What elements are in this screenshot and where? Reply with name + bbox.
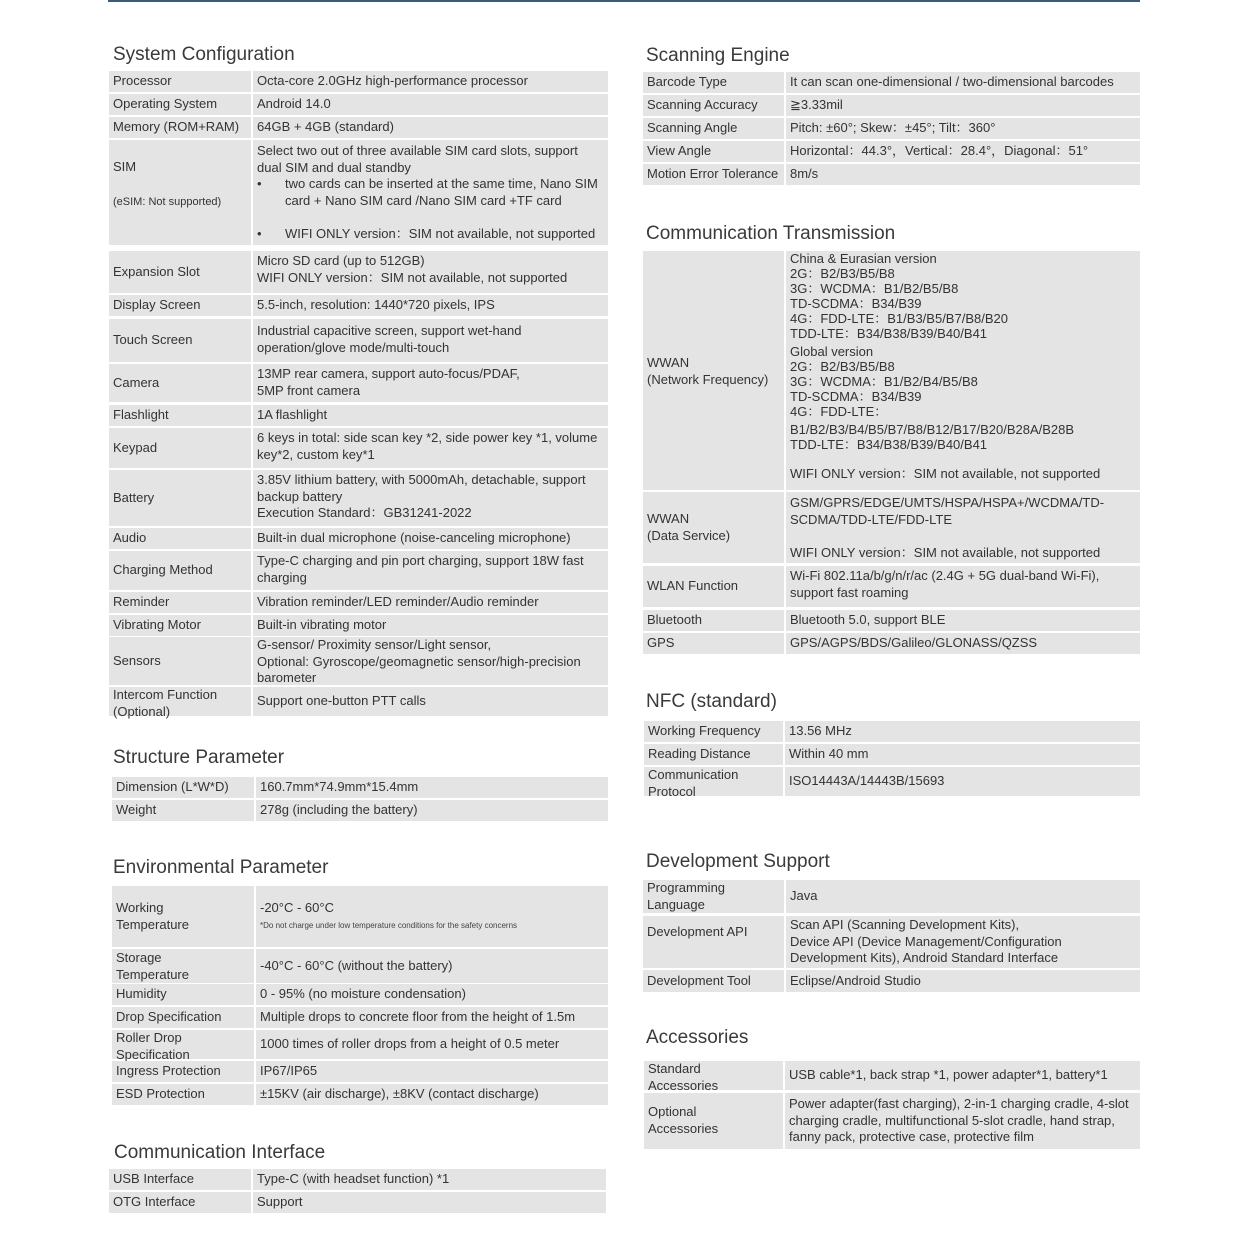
spec-value-line: barometer — [257, 670, 317, 685]
spec-label: Processor — [109, 71, 251, 92]
spec-label: WLAN Function — [643, 566, 784, 607]
scanning-title: Scanning Engine — [646, 45, 790, 66]
spec-label-cell — [112, 1030, 254, 1062]
spec-row-sim — [109, 140, 608, 245]
spec-label: Scanning Angle — [643, 118, 784, 139]
spec-row-usb — [109, 1169, 606, 1190]
spec-label: Weight — [112, 800, 254, 821]
spec-value: Within 40 mm — [785, 744, 1140, 765]
spec-value: 13.56 MHz — [785, 721, 1140, 742]
spec-value: 8m/s — [786, 164, 1140, 185]
spec-value: Eclipse/Android Studio — [786, 970, 1140, 992]
spec-row-weight — [112, 800, 608, 821]
spec-row-drop — [112, 1007, 608, 1028]
spec-value: Android 14.0 — [253, 94, 608, 115]
sim-bullet-line: card + Nano SIM card /Nano SIM card +TF card — [285, 192, 562, 208]
spec-label: Reminder — [109, 592, 251, 613]
spec-value-line: 5MP front camera — [257, 382, 361, 398]
spec-value-cell — [253, 364, 608, 402]
spec-value-line: backup battery — [257, 488, 343, 504]
spec-label-cell — [643, 492, 784, 563]
wifi-only-note: WIFI ONLY version：SIM not available, not supported — [790, 466, 1101, 482]
spec-value-cell — [785, 1093, 1140, 1149]
spec-row-motion — [643, 164, 1140, 185]
spec-value-cell — [253, 428, 608, 468]
spec-label-line: Temperature — [116, 916, 189, 932]
sim-bullet — [257, 176, 604, 209]
spec-value: Built-in dual microphone (noise-canceling microphone) — [253, 528, 608, 549]
spec-value: 0 - 95% (no moisture condensation) — [256, 984, 608, 1005]
spec-row-optional-accessories — [644, 1093, 1140, 1149]
spec-label: Keypad — [109, 428, 251, 468]
spec-row-wlan — [643, 566, 1140, 607]
sim-bullet-text — [285, 176, 598, 209]
spec-value-line: fanny pack, protective case, protective film — [789, 1129, 1034, 1144]
spec-label-line: (Optional) — [113, 703, 171, 719]
comm-title: Communication Transmission — [646, 223, 896, 244]
spec-row-touch — [109, 319, 608, 362]
spec-row-sensors — [109, 637, 608, 685]
spec-label: Development Tool — [643, 970, 784, 992]
spec-value-line: 6 keys in total: side scan key *2, side power key *1, volume — [257, 430, 598, 445]
spec-row-dimension — [112, 777, 608, 798]
spec-label: Scanning Accuracy — [643, 95, 784, 116]
spec-label: Sensors — [109, 637, 251, 685]
spec-value: 1000 times of roller drops from a height of 0.5 meter — [256, 1030, 608, 1059]
spec-label: Working Frequency — [644, 721, 783, 742]
spec-label-line: Accessories — [648, 1120, 719, 1136]
spec-value-cell — [253, 251, 608, 293]
spec-value: -40°C - 60°C (without the battery) — [256, 949, 608, 983]
spec-label-line: Language — [647, 896, 705, 912]
spec-row-storage-temp — [112, 949, 608, 983]
spec-value-line: Power adapter(fast charging), 2-in-1 charging cradle, 4-slot — [789, 1096, 1129, 1111]
spec-label-line: Accessories — [648, 1077, 719, 1093]
spec-row-dev-api — [643, 916, 1140, 968]
spec-value-line: Optional: Gyroscope/geomagnetic sensor/high-precision — [257, 653, 581, 669]
spec-value-cell — [256, 886, 608, 947]
spec-value: ≧3.33mil — [786, 95, 1140, 116]
spec-value-line: charging — [257, 569, 307, 585]
spec-value: Java — [786, 880, 1140, 913]
spec-value-line: key*2, custom key*1 — [257, 446, 375, 462]
accessories-title: Accessories — [646, 1027, 749, 1048]
spec-label-line: WWAN — [647, 511, 690, 526]
spec-label: Expansion Slot — [109, 251, 251, 293]
spec-label: SIM — [113, 159, 137, 174]
spec-value: Type-C (with headset function) *1 — [253, 1169, 606, 1190]
freq-line: 2G：B2/B3/B5/B8 — [790, 266, 895, 282]
spec-value: Bluetooth 5.0, support BLE — [786, 610, 1140, 631]
spec-label: Drop Specification — [112, 1007, 254, 1028]
spec-label: Camera — [109, 364, 251, 402]
spec-value: Vibration reminder/LED reminder/Audio reminder — [253, 592, 608, 613]
spec-row-keypad — [109, 428, 608, 468]
spec-value-line: -20°C - 60°C — [260, 900, 334, 915]
spec-row-reminder — [109, 592, 608, 613]
charge-warning-note: *Do not charge under low temperature conditions for the safety concerns — [260, 920, 518, 930]
spec-value: 278g (including the battery) — [256, 800, 608, 821]
spec-row-view-angle — [643, 141, 1140, 162]
spec-row-os — [109, 94, 608, 115]
spec-row-flashlight — [109, 405, 608, 426]
spec-label: OTG Interface — [109, 1192, 251, 1213]
spec-value-line: charging cradle, multifunctional 5-slot cradle, hand strap, — [789, 1112, 1115, 1128]
spec-value-line: Micro SD card (up to 512GB) — [257, 253, 425, 268]
spec-row-intercom — [109, 687, 608, 719]
sim-line: Select two out of three available SIM card slots, support — [257, 143, 578, 158]
spec-label: View Angle — [643, 141, 784, 162]
sim-bullet-text: WIFI ONLY version：SIM not available, not supported — [285, 226, 596, 241]
spec-row-audio — [109, 528, 608, 549]
spec-value: ±15KV (air discharge), ±8KV (contact discharge) — [256, 1084, 608, 1105]
bullet-icon: • — [257, 226, 262, 241]
spec-row-language — [643, 880, 1140, 913]
freq-line: 2G：B2/B3/B5/B8 — [790, 358, 895, 374]
bullet-icon: • — [257, 176, 262, 191]
spec-value: GPS/AGPS/BDS/Galileo/GLONASS/QZSS — [786, 633, 1140, 654]
dev-title: Development Support — [646, 851, 830, 872]
spec-row-barcode — [643, 72, 1140, 93]
spec-value-cell — [253, 319, 608, 362]
spec-label: Vibrating Motor — [109, 615, 251, 636]
spec-value-cell — [786, 916, 1140, 968]
spec-label: Operating System — [109, 94, 251, 115]
wifi-only-note: WIFI ONLY version：SIM not available, not supported — [790, 545, 1101, 560]
spec-value-cell — [253, 470, 608, 526]
spec-row-display — [109, 295, 608, 316]
spec-value: Built-in vibrating motor — [253, 615, 608, 636]
spec-row-wwan-frequency — [643, 251, 1140, 490]
top-divider — [108, 0, 1140, 2]
freq-line: 4G：FDD-LTE： — [790, 403, 888, 419]
spec-value-line: GSM/GPRS/EDGE/UMTS/HSPA/HSPA+/WCDMA/TD- — [790, 495, 1105, 510]
spec-value: Support one-button PTT calls — [253, 687, 608, 716]
spec-label: Humidity — [112, 984, 254, 1005]
spec-value-line: operation/glove mode/multi-touch — [257, 339, 450, 355]
spec-label: Memory (ROM+RAM) — [109, 117, 251, 138]
spec-row-charging — [109, 551, 608, 590]
spec-row-humidity — [112, 984, 608, 1005]
spec-value: Horizontal：44.3°，Vertical：28.4°，Diagonal：51° — [786, 141, 1140, 162]
spec-value: 5.5-inch, resolution: 1440*720 pixels, IPS — [253, 295, 608, 316]
sim-line: dual SIM and dual standby — [257, 159, 411, 175]
spec-value: ISO14443A/14443B/15693 — [785, 767, 1140, 796]
sim-bullet — [257, 226, 604, 243]
esim-note: (eSIM: Not supported) — [113, 195, 222, 208]
spec-row-esd — [112, 1084, 608, 1105]
freq-line: TDD-LTE：B34/B38/B39/B40/B41 — [790, 326, 988, 342]
spec-row-wwan-data — [643, 492, 1140, 563]
spec-row-battery — [109, 470, 608, 526]
freq-line: TD-SCDMA：B34/B39 — [790, 388, 922, 404]
spec-value-line: Execution Standard：GB31241-2022 — [257, 505, 472, 520]
spec-label: Barcode Type — [643, 72, 784, 93]
freq-line: B1/B2/B3/B4/B5/B7/B8/B12/B17/B20/B28A/B28B — [790, 422, 1075, 438]
spec-label-cell — [643, 880, 784, 913]
spec-value-cell — [253, 551, 608, 590]
freq-line: 3G：WCDMA：B1/B2/B5/B8 — [790, 281, 959, 297]
spec-row-accuracy — [643, 95, 1140, 116]
spec-value-line: Industrial capacitive screen, support wet-hand — [257, 323, 522, 338]
spec-label: Display Screen — [109, 295, 251, 316]
freq-line: Global version — [790, 343, 874, 359]
spec-label-cell — [109, 687, 251, 719]
spec-row-bluetooth — [643, 610, 1140, 631]
spec-label-line: Programming — [647, 880, 726, 895]
spec-row-gps — [643, 633, 1140, 654]
spec-label: Flashlight — [109, 405, 251, 426]
spec-label: Reading Distance — [644, 744, 783, 765]
spec-value-cell — [253, 140, 608, 245]
spec-row-standard-accessories — [644, 1061, 1140, 1093]
spec-label-line: (Network Frequency) — [647, 371, 769, 387]
spec-label-line: Communication — [648, 767, 739, 782]
spec-value-line: support fast roaming — [790, 584, 909, 600]
spec-label: Audio — [109, 528, 251, 549]
spec-label: USB Interface — [109, 1169, 251, 1190]
spec-value-line: G-sensor/ Proximity sensor/Light sensor, — [257, 637, 492, 652]
spec-label-cell — [112, 886, 254, 947]
spec-label: ESD Protection — [112, 1084, 254, 1105]
spec-row-expansion — [109, 251, 608, 293]
spec-label: Development API — [643, 916, 784, 968]
freq-line: TDD-LTE：B34/B38/B39/B40/B41 — [790, 437, 988, 453]
sim-bullet-line: two cards can be inserted at the same time, Nano SIM — [285, 176, 598, 191]
spec-value: Pitch: ±60°; Skew：±45°; Tilt：360° — [786, 118, 1140, 139]
freq-line: 4G：FDD-LTE：B1/B3/B5/B7/B8/B20 — [790, 311, 1008, 327]
spec-value-line: 3.85V lithium battery, with 5000mAh, detachable, support — [257, 472, 586, 487]
spec-value: It can scan one-dimensional / two-dimensional barcodes — [786, 72, 1140, 93]
spec-label: Ingress Protection — [112, 1061, 254, 1082]
spec-value-cell — [786, 492, 1140, 563]
spec-row-processor — [109, 71, 608, 92]
freq-line: 3G：WCDMA：B1/B2/B4/B5/B8 — [790, 373, 978, 389]
spec-label-cell — [644, 767, 783, 799]
spec-row-nfc-distance — [644, 744, 1140, 765]
interface-title: Communication Interface — [114, 1142, 326, 1163]
freq-line: TD-SCDMA：B34/B39 — [790, 296, 922, 312]
spec-value: Multiple drops to concrete floor from the height of 1.5m — [256, 1007, 608, 1028]
spec-label-cell — [109, 140, 251, 245]
spec-label-cell — [644, 1093, 783, 1149]
spec-value-line: 13MP rear camera, support auto-focus/PDAF, — [257, 366, 520, 381]
spec-value: Octa-core 2.0GHz high-performance processor — [253, 71, 608, 92]
system-config-title: System Configuration — [113, 44, 295, 65]
spec-row-roller-drop — [112, 1030, 608, 1062]
spec-row-dev-tool — [643, 970, 1140, 992]
spec-label: Touch Screen — [109, 319, 251, 362]
nfc-title: NFC (standard) — [646, 691, 777, 712]
spec-label-cell — [112, 949, 254, 983]
spec-label-cell — [643, 251, 784, 490]
spec-row-working-temp — [112, 886, 608, 947]
spec-label: GPS — [643, 633, 784, 654]
spec-label-line: WWAN — [647, 355, 690, 370]
spec-row-ingress — [112, 1061, 608, 1082]
spec-value-cell — [253, 637, 608, 685]
spec-value-line: Scan API (Scanning Development Kits), — [790, 917, 1020, 932]
spec-label-line: Working — [116, 900, 164, 915]
spec-label-line: Intercom Function — [113, 687, 218, 702]
spec-value-cell — [786, 251, 1140, 490]
spec-row-nfc-frequency — [644, 721, 1140, 742]
spec-label-cell — [644, 1061, 783, 1093]
spec-label-line: Optional — [648, 1104, 697, 1119]
spec-label: Dimension (L*W*D) — [112, 777, 254, 798]
spec-label: Bluetooth — [643, 610, 784, 631]
spec-row-otg — [109, 1192, 606, 1213]
environment-title: Environmental Parameter — [113, 857, 329, 878]
spec-label: Charging Method — [109, 551, 251, 590]
spec-label-line: (Data Service) — [647, 527, 731, 543]
structure-title: Structure Parameter — [113, 747, 285, 768]
spec-label-line: Roller Drop — [116, 1030, 182, 1045]
spec-value: Support — [253, 1192, 606, 1213]
spec-label-line: Standard — [648, 1061, 701, 1076]
spec-value: IP67/IP65 — [256, 1061, 608, 1082]
spec-label-line: Specification — [116, 1046, 190, 1062]
spec-value-line: Type-C charging and pin port charging, support 18W fast — [257, 553, 584, 568]
spec-row-motor — [109, 615, 608, 636]
spec-value-cell — [786, 566, 1140, 607]
spec-label-line: Storage — [116, 950, 162, 965]
spec-row-memory — [109, 117, 608, 138]
spec-value: 64GB + 4GB (standard) — [253, 117, 608, 138]
spec-row-camera — [109, 364, 608, 402]
spec-label-line: Temperature — [116, 966, 189, 982]
spec-value-line: Development Kits), Android Standard Interface — [790, 950, 1059, 965]
spec-label-line: Protocol — [648, 783, 696, 799]
spec-value-line: WIFI ONLY version：SIM not available, not supported — [257, 269, 568, 285]
freq-line: China & Eurasian version — [790, 251, 937, 266]
spec-value-line: Wi-Fi 802.11a/b/g/n/r/ac (2.4G + 5G dual-band Wi-Fi), — [790, 568, 1100, 583]
spec-value: USB cable*1, back strap *1, power adapter*1, battery*1 — [785, 1061, 1140, 1090]
spec-row-scan-angle — [643, 118, 1140, 139]
spec-value: 1A flashlight — [253, 405, 608, 426]
spec-label: Motion Error Tolerance — [643, 164, 784, 185]
spec-label: Battery — [109, 470, 251, 526]
spec-row-nfc-protocol — [644, 767, 1140, 799]
spec-value-line: SCDMA/TDD-LTE/FDD-LTE — [790, 511, 953, 527]
spec-value: 160.7mm*74.9mm*15.4mm — [256, 777, 608, 798]
spec-value-line: Device API (Device Management/Configuration — [790, 933, 1062, 949]
